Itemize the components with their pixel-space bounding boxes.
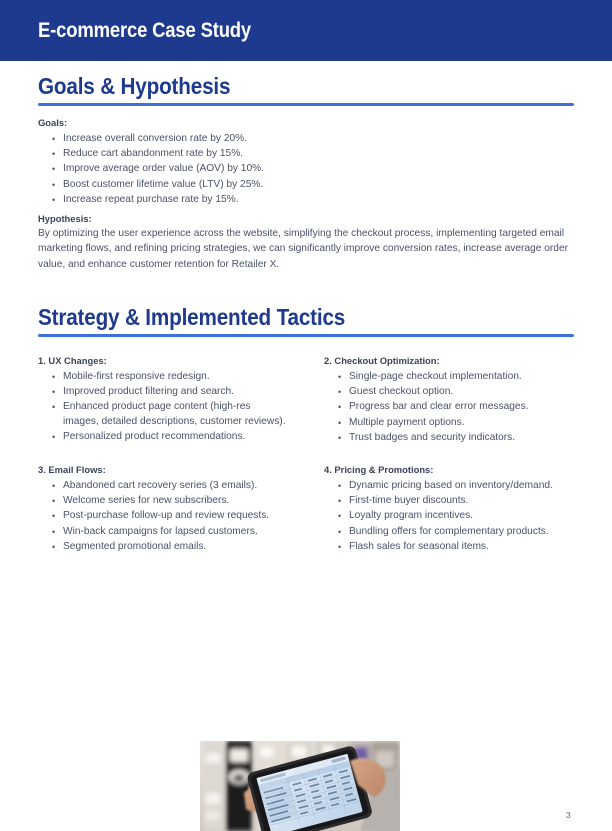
hypothesis-label: Hypothesis: xyxy=(38,212,92,224)
list-item: • Dynamic pricing based on inventory/demand. xyxy=(324,479,574,494)
hypothesis-paragraph: By optimizing the user experience across the website, simplifying the checkout process, implementing targeted email marketing flows, and refining pricing strategies, we can significantly improve conversion rates, increase average order value, and enhance customer retention for Retailer X. xyxy=(38,228,569,270)
document-title: E-commerce Case Study xyxy=(38,19,252,42)
list-item: • Trust badges and security indicators. xyxy=(324,431,574,446)
list-item: • Personalized product recommendations. xyxy=(38,430,288,445)
tactic-column-label: 4. Pricing & Promotions: xyxy=(324,464,434,476)
section-heading-strategy: Strategy & Implemented Tactics xyxy=(38,304,346,330)
list-item: • Progress bar and clear error messages. xyxy=(324,400,574,415)
goals-label: Goals: xyxy=(38,117,68,129)
list-item: • Flash sales for seasonal items. xyxy=(324,540,574,555)
list-item: • Guest checkout option. xyxy=(324,385,574,400)
tactic-column-label: 2. Checkout Optimization: xyxy=(324,355,440,367)
document-header-banner xyxy=(0,0,612,61)
list-item: • Enhanced product page content (high-res images, detailed descriptions, customer reviews). xyxy=(38,400,288,430)
section-goals-hypothesis xyxy=(38,73,574,272)
tactics-row xyxy=(38,463,574,555)
tactic-column-email-flows xyxy=(38,463,288,555)
list-item: • Boost customer lifetime value (LTV) by 25%. xyxy=(38,178,574,193)
section-strategy-tactics xyxy=(38,304,574,555)
tactics-row xyxy=(38,354,574,446)
tactic-column-label: 1. UX Changes: xyxy=(38,355,107,367)
list-item: • Mobile-first responsive redesign. xyxy=(38,370,288,385)
list-item: • Multiple payment options. xyxy=(324,416,574,431)
section-rule-goals xyxy=(38,103,574,106)
page-number: 3 xyxy=(566,810,571,820)
tactic-list xyxy=(38,370,288,445)
tactic-list xyxy=(324,479,574,555)
tablet-in-store-photo xyxy=(200,741,400,831)
list-item: • First-time buyer discounts. xyxy=(324,494,574,509)
list-item: • Segmented promotional emails. xyxy=(38,540,288,555)
tactic-list xyxy=(38,479,288,555)
list-item: • Improved product filtering and search. xyxy=(38,385,288,400)
list-item: • Loyalty program incentives. xyxy=(324,509,574,524)
list-item: • Bundling offers for complementary products. xyxy=(324,525,574,540)
page-body xyxy=(0,61,612,820)
list-item: • Increase repeat purchase rate by 15%. xyxy=(38,193,574,208)
tactic-column-ux-changes xyxy=(38,354,288,446)
list-item: • Abandoned cart recovery series (3 emails). xyxy=(38,479,288,494)
tactic-column-pricing-promotions xyxy=(324,463,574,555)
list-item: • Increase overall conversion rate by 20%. xyxy=(38,132,574,147)
tactic-column-checkout-optimization xyxy=(324,354,574,446)
list-item: • Improve average order value (AOV) by 10%. xyxy=(38,162,574,177)
section-heading-goals: Goals & Hypothesis xyxy=(38,73,231,99)
list-item: • Reduce cart abandonment rate by 15%. xyxy=(38,147,574,162)
tactic-list xyxy=(324,370,574,446)
list-item: • Win-back campaigns for lapsed customers. xyxy=(38,525,288,540)
list-item: • Post-purchase follow-up and review requests. xyxy=(38,509,288,524)
list-item: • Single-page checkout implementation. xyxy=(324,370,574,385)
section-rule-strategy xyxy=(38,334,574,337)
tactic-column-label: 3. Email Flows: xyxy=(38,464,106,476)
goals-list xyxy=(38,132,574,208)
tactics-grid xyxy=(38,354,574,555)
list-item: • Welcome series for new subscribers. xyxy=(38,494,288,509)
